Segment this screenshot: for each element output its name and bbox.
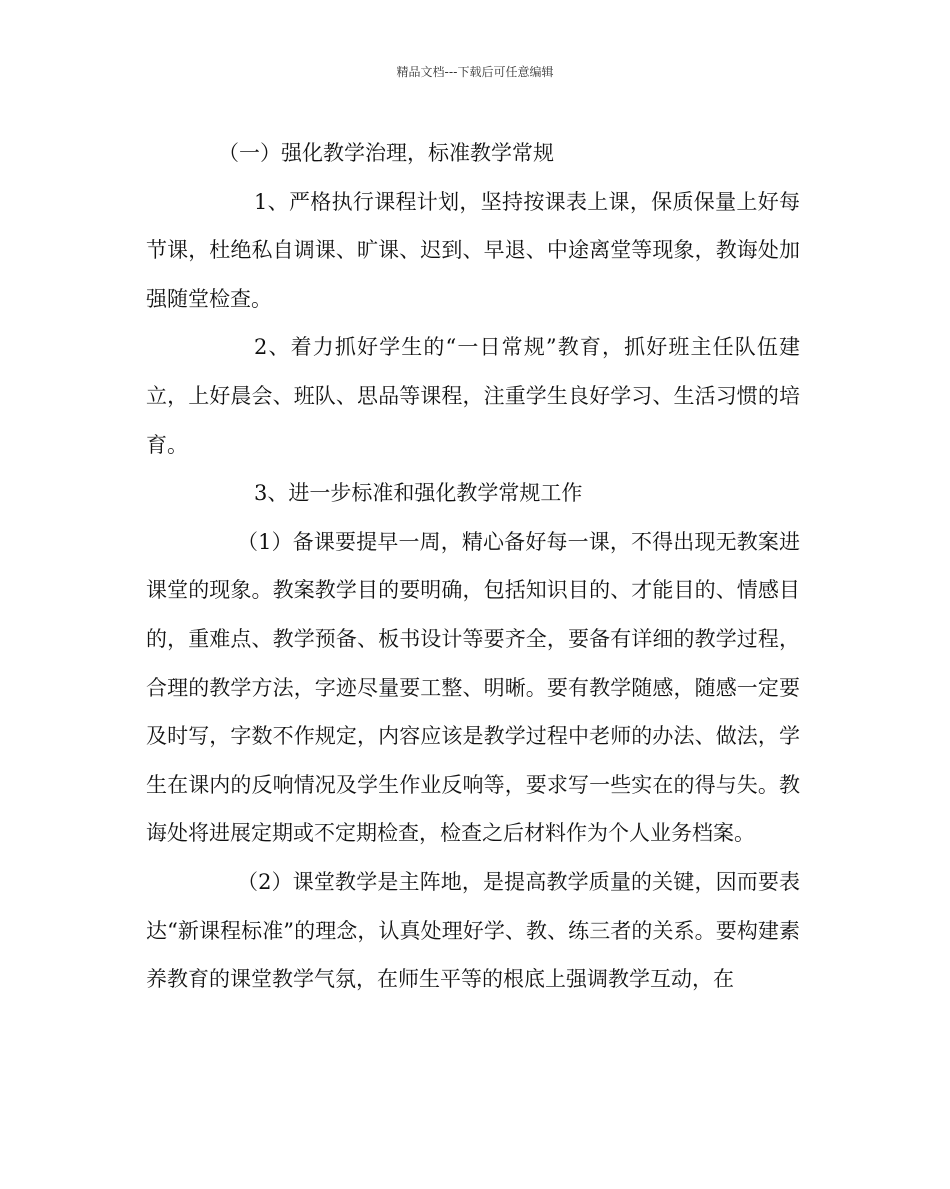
paragraph-5: （2）课堂教学是主阵地，是提高教学质量的关键，因而要表达“新课程标准”的理念，认真处理好学、教、练三者的关系。要构建素养教育的课堂教学气氛，在师生平等的根底上强调教学互动，在 bbox=[146, 869, 800, 992]
page-header: 精品文档---下载后可任意编辑 bbox=[396, 65, 554, 79]
paragraph-3: 3、进一步标准和强化教学常规工作 bbox=[254, 481, 583, 506]
paragraph-2: 2、着力抓好学生的“一日常规”教育，抓好班主任队伍建立，上好晨会、班队、思品等课程，注重学生良好学习、生活习惯的培育。 bbox=[146, 335, 800, 457]
paragraph-4: （1）备课要提早一周，精心备好每一课，不得出现无教案进课堂的现象。教案教学目的要明确，包括知识目的、才能目的、情感目的，重难点、教学预备、板书设计等要齐全，要备有详细的教学过程，合理的教学方法，字迹尽量要工整、明晰。要有教学随感，随感一定要及时写，字数不作规定，内容应该是教学过程中老师的办法、做法，学生在课内的反响情况及学生作业反响等，要求写一些实在的得与失。教诲处将进展定期或不定期检查，检查之后材料作为个人业务档案。 bbox=[146, 529, 800, 846]
section-heading: （一）强化教学治理，标准教学常规 bbox=[218, 141, 554, 165]
paragraph-1: 1、严格执行课程计划，坚持按课表上课，保质保量上好每节课，杜绝私自调课、旷课、迟到、早退、中途离堂等现象，教诲处加强随堂检查。 bbox=[146, 189, 800, 311]
document-body bbox=[146, 129, 800, 1004]
